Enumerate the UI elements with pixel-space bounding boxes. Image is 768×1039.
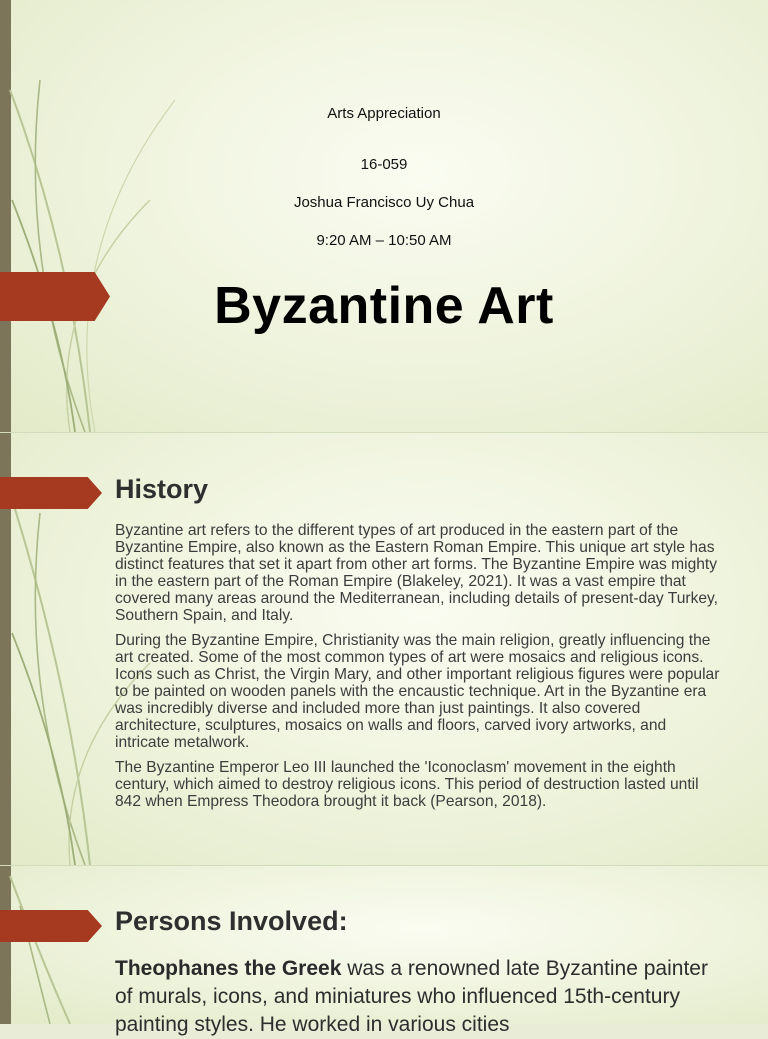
persons-slide <box>0 866 768 1036</box>
history-body <box>115 522 723 818</box>
course-name: Arts Appreciation <box>327 105 441 122</box>
presentation-title: Byzantine Art <box>214 277 554 335</box>
section-code: 16-059 <box>360 156 408 173</box>
history-slide <box>0 433 768 865</box>
person-name: Theophanes the Greek <box>115 957 342 980</box>
slide-marker-tab <box>0 910 102 942</box>
person-description: was a renowned late Byzantine painter of murals, icons, and miniatures who influenced 15th-century painting styles. He worked in various cities <box>115 957 708 1036</box>
history-paragraph: Byzantine art refers to the different types of art produced in the eastern part of the Byzantine Empire, also known as the Eastern Roman Empire. This unique art style has distinct features that set it apart from other art forms. The Byzantine Empire was mighty in the eastern part of the Roman Empire (Blakeley, 2021). It was a vast empire that covered many areas around the Mediterranean, including details of present-day Turkey, Southern Spain, and Italy. <box>115 522 719 624</box>
history-paragraph: The Byzantine Emperor Leo III launched the 'Iconoclasm' movement in the eighth century, which aimed to destroy religious icons. This period of destruction lasted until 842 when Empress Theodora brought it back (Pearson, 2018). <box>115 759 699 810</box>
title-slide <box>0 0 768 432</box>
decorative-swoosh <box>0 0 220 432</box>
person-bio <box>115 955 715 1039</box>
slide-marker-tab <box>0 477 102 509</box>
history-heading: History <box>115 474 209 504</box>
history-paragraph: During the Byzantine Empire, Christianity was the main religion, greatly influencing the art created. Some of the most common types of art were mosaics and religious icons. Icons such as Christ, the Virgin Mary, and other important religious figures were popular to be painted on wooden panels with the encaustic technique. Art in the Byzantine era was incredibly diverse and included more than just paintings. It also covered architecture, sculptures, mosaics on walls and floors, carved ivory artworks, and intricate metalwork. <box>115 632 720 751</box>
persons-heading: Persons Involved: <box>115 906 348 936</box>
author-name: Joshua Francisco Uy Chua <box>293 194 475 211</box>
class-schedule: 9:20 AM – 10:50 AM <box>316 232 452 249</box>
